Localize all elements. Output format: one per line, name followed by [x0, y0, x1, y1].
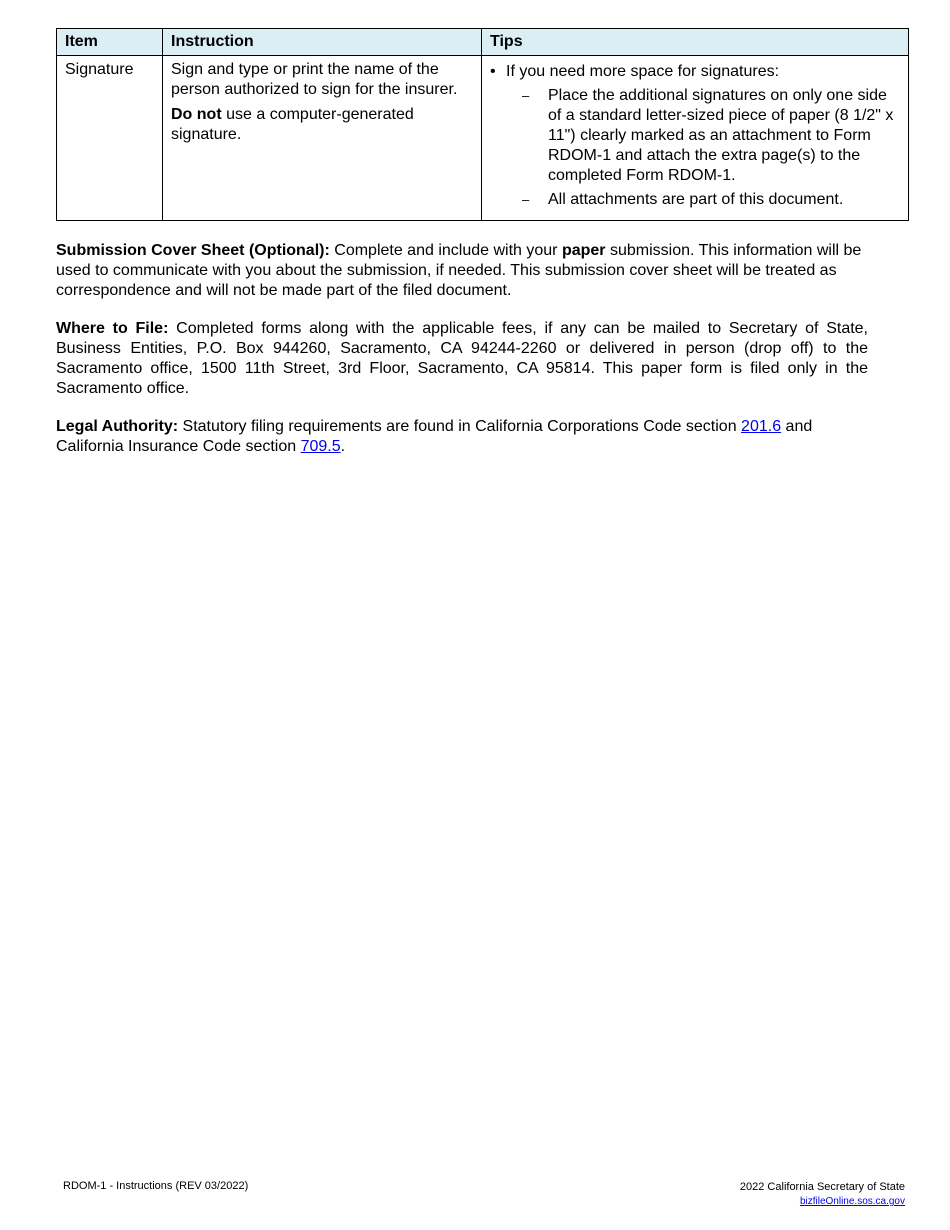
instruction-warning-rest: use a computer-generated signature. [171, 106, 414, 143]
instruction-text: Sign and type or print the name of the person authorized to sign for the insurer. [171, 61, 458, 98]
list-item [490, 190, 900, 210]
table-row [57, 56, 909, 221]
cell-instruction [163, 56, 482, 221]
legal-authority-paragraph [56, 417, 868, 457]
dash-icon: – [522, 88, 530, 103]
cell-tips [482, 56, 909, 221]
instructions-table-container [56, 28, 909, 221]
submission-bold: paper [561, 242, 606, 259]
legal-text-1: Statutory filing requirements are found in California Corporations Code section [178, 418, 742, 435]
bullet-icon: • [490, 63, 496, 80]
sub-tip-list [490, 86, 900, 210]
sub-tip-text: Place the additional signatures on only one side of a standard letter-sized piece of paper (8 1/2" x 11") clearly marked as an attachment to Form RDOM-1 and attach the extra page(s) to the completed Form RDOM-1. [548, 87, 894, 184]
legal-text-2: and California Insurance Code section [56, 418, 813, 455]
footer-copyright: 2022 California Secretary of State [739, 1181, 905, 1193]
submission-text-before: Complete and include with your [329, 242, 562, 259]
list-item [490, 86, 900, 186]
header-instruction: Instruction [163, 29, 482, 56]
footer-right [740, 1180, 905, 1209]
header-item: Item [57, 29, 163, 56]
instruction-warning-bold: Do not [171, 106, 222, 123]
where-to-file-text: Completed forms along with the applicable fees, if any can be mailed to Secretary of State, Business Entities, P.O. Box 944260, Sacramento, CA 94244-2260 or delivered in person (drop off) to the Sacramento office, 1500 11th Street, 3rd Floor, Sacramento, CA 95814. This paper form is filed only in the Sacramento office. [56, 320, 869, 397]
where-to-file-paragraph [56, 319, 868, 399]
cell-item: Signature [57, 56, 163, 221]
insurance-code-link[interactable]: 709.5 [300, 438, 341, 455]
where-to-file-label: Where to File: [56, 320, 169, 337]
sub-tip-text: All attachments are part of this document. [548, 191, 844, 208]
legal-authority-label: Legal Authority: [56, 418, 179, 435]
footer-website-link[interactable]: bizfileOnline.sos.ca.gov [799, 1196, 905, 1207]
tip-bullet-text: If you need more space for signatures: [506, 63, 780, 80]
table-header-row [57, 29, 909, 56]
legal-text-3: . [340, 438, 346, 455]
submission-text-after: submission. This information will be used to communicate with you about the submission, if needed. This submission cover sheet will be treated as correspondence and will not be made part of the filed document. [56, 242, 862, 299]
submission-label: Submission Cover Sheet (Optional): [56, 242, 330, 259]
dash-icon: – [522, 192, 530, 207]
footer-form-id: RDOM-1 - Instructions (REV 03/2022) [63, 1180, 249, 1192]
corporations-code-link[interactable]: 201.6 [741, 418, 782, 435]
tip-bullet [490, 62, 900, 82]
submission-cover-sheet-paragraph [56, 241, 868, 301]
header-tips: Tips [482, 29, 909, 56]
instruction-warning [171, 105, 473, 145]
instructions-table [56, 28, 909, 221]
